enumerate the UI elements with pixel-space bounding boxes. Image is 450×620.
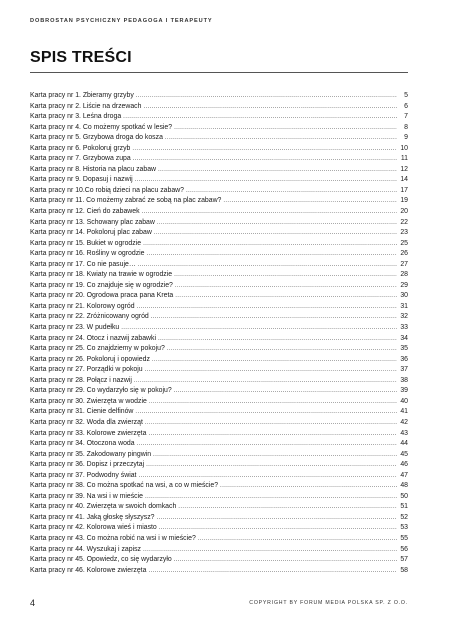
toc-entry-label: Karta pracy nr 20. Ogrodowa praca pana Kreta xyxy=(30,292,174,300)
toc-entry-label: Karta pracy nr 31. Cienie delfinów xyxy=(30,408,134,416)
dot-leader xyxy=(145,418,397,429)
toc-entry-label: Karta pracy nr 35. Zakodowany pingwin xyxy=(30,450,152,458)
dot-leader xyxy=(152,355,397,366)
dot-leader xyxy=(121,323,397,334)
toc-entry-page: 27 xyxy=(400,260,408,268)
dot-leader xyxy=(157,218,397,229)
dot-leader xyxy=(143,102,397,113)
toc-entry-page: 12 xyxy=(400,165,408,173)
toc-entry-label: Karta pracy nr 37. Podwodny świat xyxy=(30,471,137,479)
toc-entry-page: 32 xyxy=(400,313,408,321)
toc-entry-label: Karta pracy nr 19. Co znajduje się w ogrodzie? xyxy=(30,281,173,289)
toc-entry-label: Karta pracy nr 24. Otocz i nazwij zabawki xyxy=(30,334,156,342)
toc-entry-page: 50 xyxy=(400,492,408,500)
toc-entry-label: Karta pracy nr 39. Na wsi i w mieście xyxy=(30,492,143,500)
toc-entry-label: Karta pracy nr 10.Co robią dzieci na placu zabaw? xyxy=(30,186,184,194)
toc-entry[interactable] xyxy=(30,302,408,313)
toc-entry-label: Karta pracy nr 32. Woda dla zwierząt xyxy=(30,418,143,426)
dot-leader xyxy=(149,397,397,408)
dot-leader xyxy=(143,545,397,556)
toc-entry-page: 56 xyxy=(400,545,408,553)
toc-entry-label: Karta pracy nr 5. Grzybowa droga do kosza xyxy=(30,134,163,142)
toc-entry-label: Karta pracy nr 44. Wyszukaj i zapisz xyxy=(30,545,141,553)
toc-entry-page: 42 xyxy=(400,418,408,426)
toc-entry-label: Karta pracy nr 18. Kwiaty na trawie w ogrodzie xyxy=(30,271,173,279)
toc-entry-page: 38 xyxy=(400,376,408,384)
dot-leader xyxy=(175,291,397,302)
toc-entry[interactable] xyxy=(30,365,408,376)
dot-leader xyxy=(151,312,397,323)
toc-entry-page: 19 xyxy=(400,197,408,205)
dot-leader xyxy=(186,186,397,197)
dot-leader xyxy=(146,460,397,471)
toc-entry-label: Karta pracy nr 17. Co nie pasuje… xyxy=(30,260,136,268)
toc-entry-label: Karta pracy nr 46. Kolorowe zwierzęta xyxy=(30,566,147,574)
dot-leader xyxy=(153,450,397,461)
toc-entry-page: 20 xyxy=(400,208,408,216)
toc-entry[interactable] xyxy=(30,450,408,461)
dot-leader xyxy=(138,471,397,482)
toc-entry[interactable] xyxy=(30,344,408,355)
title-divider xyxy=(30,72,408,73)
toc-entry-label: Karta pracy nr 41. Jaką głoskę słyszysz? xyxy=(30,513,155,521)
toc-entry-page: 31 xyxy=(400,302,408,310)
toc-entry[interactable] xyxy=(30,249,408,260)
toc-entry[interactable] xyxy=(30,471,408,482)
toc-entry[interactable] xyxy=(30,513,408,524)
toc-entry-label: Karta pracy nr 2. Liście na drzewach xyxy=(30,102,142,110)
toc-entry[interactable] xyxy=(30,175,408,186)
toc-entry-label: Karta pracy nr 28. Połącz i nazwij xyxy=(30,376,132,384)
dot-leader xyxy=(143,239,397,250)
toc-entry-page: 47 xyxy=(400,471,408,479)
toc-entry-label: Karta pracy nr 30. Zwierzęta w wodzie xyxy=(30,397,147,405)
toc-entry-label: Karta pracy nr 15. Bukiet w ogrodzie xyxy=(30,239,142,247)
toc-entry[interactable] xyxy=(30,144,408,155)
dot-leader xyxy=(136,91,397,102)
toc-entry-label: Karta pracy nr 6. Pokoloruj grzyb xyxy=(30,144,131,152)
toc-entry-page: 41 xyxy=(400,408,408,416)
toc-entry-page: 36 xyxy=(400,355,408,363)
toc-entry[interactable] xyxy=(30,218,408,229)
toc-entry-label: Karta pracy nr 16. Rośliny w ogrodzie xyxy=(30,250,145,258)
dot-leader xyxy=(145,492,397,503)
toc-entry[interactable] xyxy=(30,407,408,418)
copyright-notice: COPYRIGHT BY FORUM MEDIA POLSKA SP. Z O.O. xyxy=(249,600,408,606)
dot-leader xyxy=(167,344,397,355)
toc-entry-page: 46 xyxy=(400,461,408,469)
toc-entry-label: Karta pracy nr 36. Dopisz i przeczytaj xyxy=(30,461,145,469)
dot-leader xyxy=(148,566,397,577)
dot-leader xyxy=(178,502,397,513)
dot-leader xyxy=(148,429,397,440)
toc-entry-page: 55 xyxy=(400,534,408,542)
dot-leader xyxy=(123,112,397,123)
toc-entry-label: Karta pracy nr 33. Kolorowe zwierzęta xyxy=(30,429,147,437)
toc-entry[interactable] xyxy=(30,545,408,556)
toc-entry-label: Karta pracy nr 22. Zróżnicowany ogród xyxy=(30,313,149,321)
dot-leader xyxy=(223,196,397,207)
toc-entry[interactable] xyxy=(30,534,408,545)
dot-leader xyxy=(156,513,397,524)
dot-leader xyxy=(174,270,397,281)
toc-entry-label: Karta pracy nr 4. Co możemy spotkać w lesie? xyxy=(30,123,173,131)
toc-entry[interactable] xyxy=(30,481,408,492)
dot-leader xyxy=(174,555,397,566)
toc-entry-label: Karta pracy nr 21. Kolorowy ogród xyxy=(30,302,135,310)
toc-entry-label: Karta pracy nr 38. Co można spotkać na wsi, a co w mieście? xyxy=(30,482,219,490)
dot-leader xyxy=(137,439,397,450)
dot-leader xyxy=(135,407,397,418)
toc-entry-label: Karta pracy nr 14. Pokoloruj plac zabaw xyxy=(30,229,152,237)
toc-entry-label: Karta pracy nr 34. Otoczona woda xyxy=(30,440,135,448)
page-title: SPIS TREŚCI xyxy=(30,49,132,66)
toc-entry-label: Karta pracy nr 8. Historia na placu zabaw xyxy=(30,165,157,173)
toc-entry[interactable] xyxy=(30,492,408,503)
toc-entry-page: 35 xyxy=(400,345,408,353)
toc-entry-page: 40 xyxy=(400,397,408,405)
dot-leader xyxy=(147,249,397,260)
toc-entry-label: Karta pracy nr 45. Opowiedz, co się wydarzyło xyxy=(30,556,172,564)
toc-entry-label: Karta pracy nr 7. Grzybowa zupa xyxy=(30,155,131,163)
toc-entry-label: Karta pracy nr 26. Pokoloruj i opowiedz xyxy=(30,355,150,363)
toc-entry[interactable] xyxy=(30,196,408,207)
table-of-contents xyxy=(30,91,408,576)
toc-entry-page: 30 xyxy=(400,292,408,300)
toc-entry[interactable] xyxy=(30,555,408,566)
dot-leader xyxy=(174,123,397,134)
toc-entry-label: Karta pracy nr 27. Porządki w pokoju xyxy=(30,366,143,374)
toc-entry[interactable] xyxy=(30,323,408,334)
toc-entry-page: 58 xyxy=(400,566,408,574)
toc-entry-label: Karta pracy nr 1. Zbieramy grzyby xyxy=(30,92,134,99)
toc-entry[interactable] xyxy=(30,386,408,397)
toc-entry[interactable] xyxy=(30,102,408,113)
toc-entry[interactable] xyxy=(30,281,408,292)
toc-entry[interactable] xyxy=(30,418,408,429)
toc-entry[interactable] xyxy=(30,566,408,577)
toc-entry[interactable] xyxy=(30,334,408,345)
toc-entry[interactable] xyxy=(30,376,408,387)
toc-entry[interactable] xyxy=(30,165,408,176)
toc-entry-page: 9 xyxy=(404,134,408,142)
dot-leader xyxy=(137,302,397,313)
toc-entry-page: 8 xyxy=(404,123,408,131)
dot-leader xyxy=(158,165,397,176)
dot-leader xyxy=(145,365,397,376)
dot-leader xyxy=(175,281,397,292)
dot-leader xyxy=(198,534,397,545)
toc-entry[interactable] xyxy=(30,154,408,165)
toc-entry[interactable] xyxy=(30,439,408,450)
toc-entry[interactable] xyxy=(30,523,408,534)
toc-entry-page: 45 xyxy=(400,450,408,458)
page-number: 4 xyxy=(30,598,36,608)
toc-entry-page: 28 xyxy=(400,271,408,279)
dot-leader xyxy=(133,154,397,165)
toc-entry-page: 10 xyxy=(400,144,408,152)
toc-entry-page: 29 xyxy=(400,281,408,289)
toc-entry-page: 57 xyxy=(400,556,408,564)
dot-leader xyxy=(159,523,397,534)
toc-entry-page: 7 xyxy=(404,113,408,121)
toc-entry[interactable] xyxy=(30,291,408,302)
toc-entry[interactable] xyxy=(30,112,408,123)
toc-entry-label: Karta pracy nr 43. Co można robić na wsi i w mieście? xyxy=(30,534,196,542)
toc-entry-page: 43 xyxy=(400,429,408,437)
toc-entry[interactable] xyxy=(30,133,408,144)
toc-entry[interactable] xyxy=(30,123,408,134)
toc-entry-label: Karta pracy nr 3. Leśna droga xyxy=(30,113,122,121)
toc-entry-page: 6 xyxy=(404,102,408,110)
dot-leader xyxy=(158,334,397,345)
toc-entry[interactable] xyxy=(30,270,408,281)
toc-entry-page: 25 xyxy=(400,239,408,247)
toc-entry[interactable] xyxy=(30,228,408,239)
toc-entry[interactable] xyxy=(30,397,408,408)
toc-entry-page: 51 xyxy=(400,503,408,511)
toc-entry-page: 11 xyxy=(400,155,408,163)
toc-entry-label: Karta pracy nr 9. Dopasuj i nazwij xyxy=(30,176,133,184)
dot-leader xyxy=(132,144,397,155)
toc-entry[interactable] xyxy=(30,260,408,271)
toc-entry-page: 37 xyxy=(400,366,408,374)
toc-entry-label: Karta pracy nr 25. Co znajdziemy w pokoju? xyxy=(30,345,165,353)
toc-entry[interactable] xyxy=(30,207,408,218)
toc-entry[interactable] xyxy=(30,186,408,197)
toc-entry-page: 22 xyxy=(400,218,408,226)
toc-entry[interactable] xyxy=(30,91,408,102)
toc-entry-page: 48 xyxy=(400,482,408,490)
toc-entry-label: Karta pracy nr 40. Zwierzęta w swoich domkach xyxy=(30,503,177,511)
dot-leader xyxy=(134,376,397,387)
toc-entry-label: Karta pracy nr 42. Kolorowa wieś i miasto xyxy=(30,524,157,532)
toc-entry-page: 14 xyxy=(400,176,408,184)
toc-entry-page: 34 xyxy=(400,334,408,342)
toc-entry-label: Karta pracy nr 29. Co wydarzyło się w pokoju? xyxy=(30,387,172,395)
dot-leader xyxy=(142,207,397,218)
toc-entry-page: 26 xyxy=(400,250,408,258)
toc-entry-page: 52 xyxy=(400,513,408,521)
dot-leader xyxy=(220,481,397,492)
toc-entry[interactable] xyxy=(30,312,408,323)
toc-entry-label: Karta pracy nr 13. Schowany plac zabaw xyxy=(30,218,155,226)
toc-entry-page: 17 xyxy=(400,186,408,194)
running-header: DOBROSTAN PSYCHICZNY PEDAGOGA I TERAPEUTY xyxy=(30,18,213,24)
toc-entry[interactable] xyxy=(30,502,408,513)
toc-entry-page: 33 xyxy=(400,324,408,332)
toc-entry-page: 5 xyxy=(404,92,408,99)
toc-entry[interactable] xyxy=(30,429,408,440)
toc-entry[interactable] xyxy=(30,460,408,471)
toc-entry-page: 39 xyxy=(400,387,408,395)
toc-entry-label: Karta pracy nr 11. Co możemy zabrać ze sobą na plac zabaw? xyxy=(30,197,222,205)
toc-entry[interactable] xyxy=(30,239,408,250)
dot-leader xyxy=(174,386,397,397)
dot-leader xyxy=(154,228,397,239)
dot-leader xyxy=(165,133,397,144)
toc-entry-page: 53 xyxy=(400,524,408,532)
toc-entry-label: Karta pracy nr 23. W pudełku xyxy=(30,324,120,332)
toc-entry-page: 23 xyxy=(400,229,408,237)
dot-leader xyxy=(135,175,397,186)
toc-entry-page: 44 xyxy=(400,440,408,448)
toc-entry-label: Karta pracy nr 12. Cień do zabawek xyxy=(30,208,140,216)
toc-entry[interactable] xyxy=(30,355,408,366)
dot-leader xyxy=(138,260,397,271)
